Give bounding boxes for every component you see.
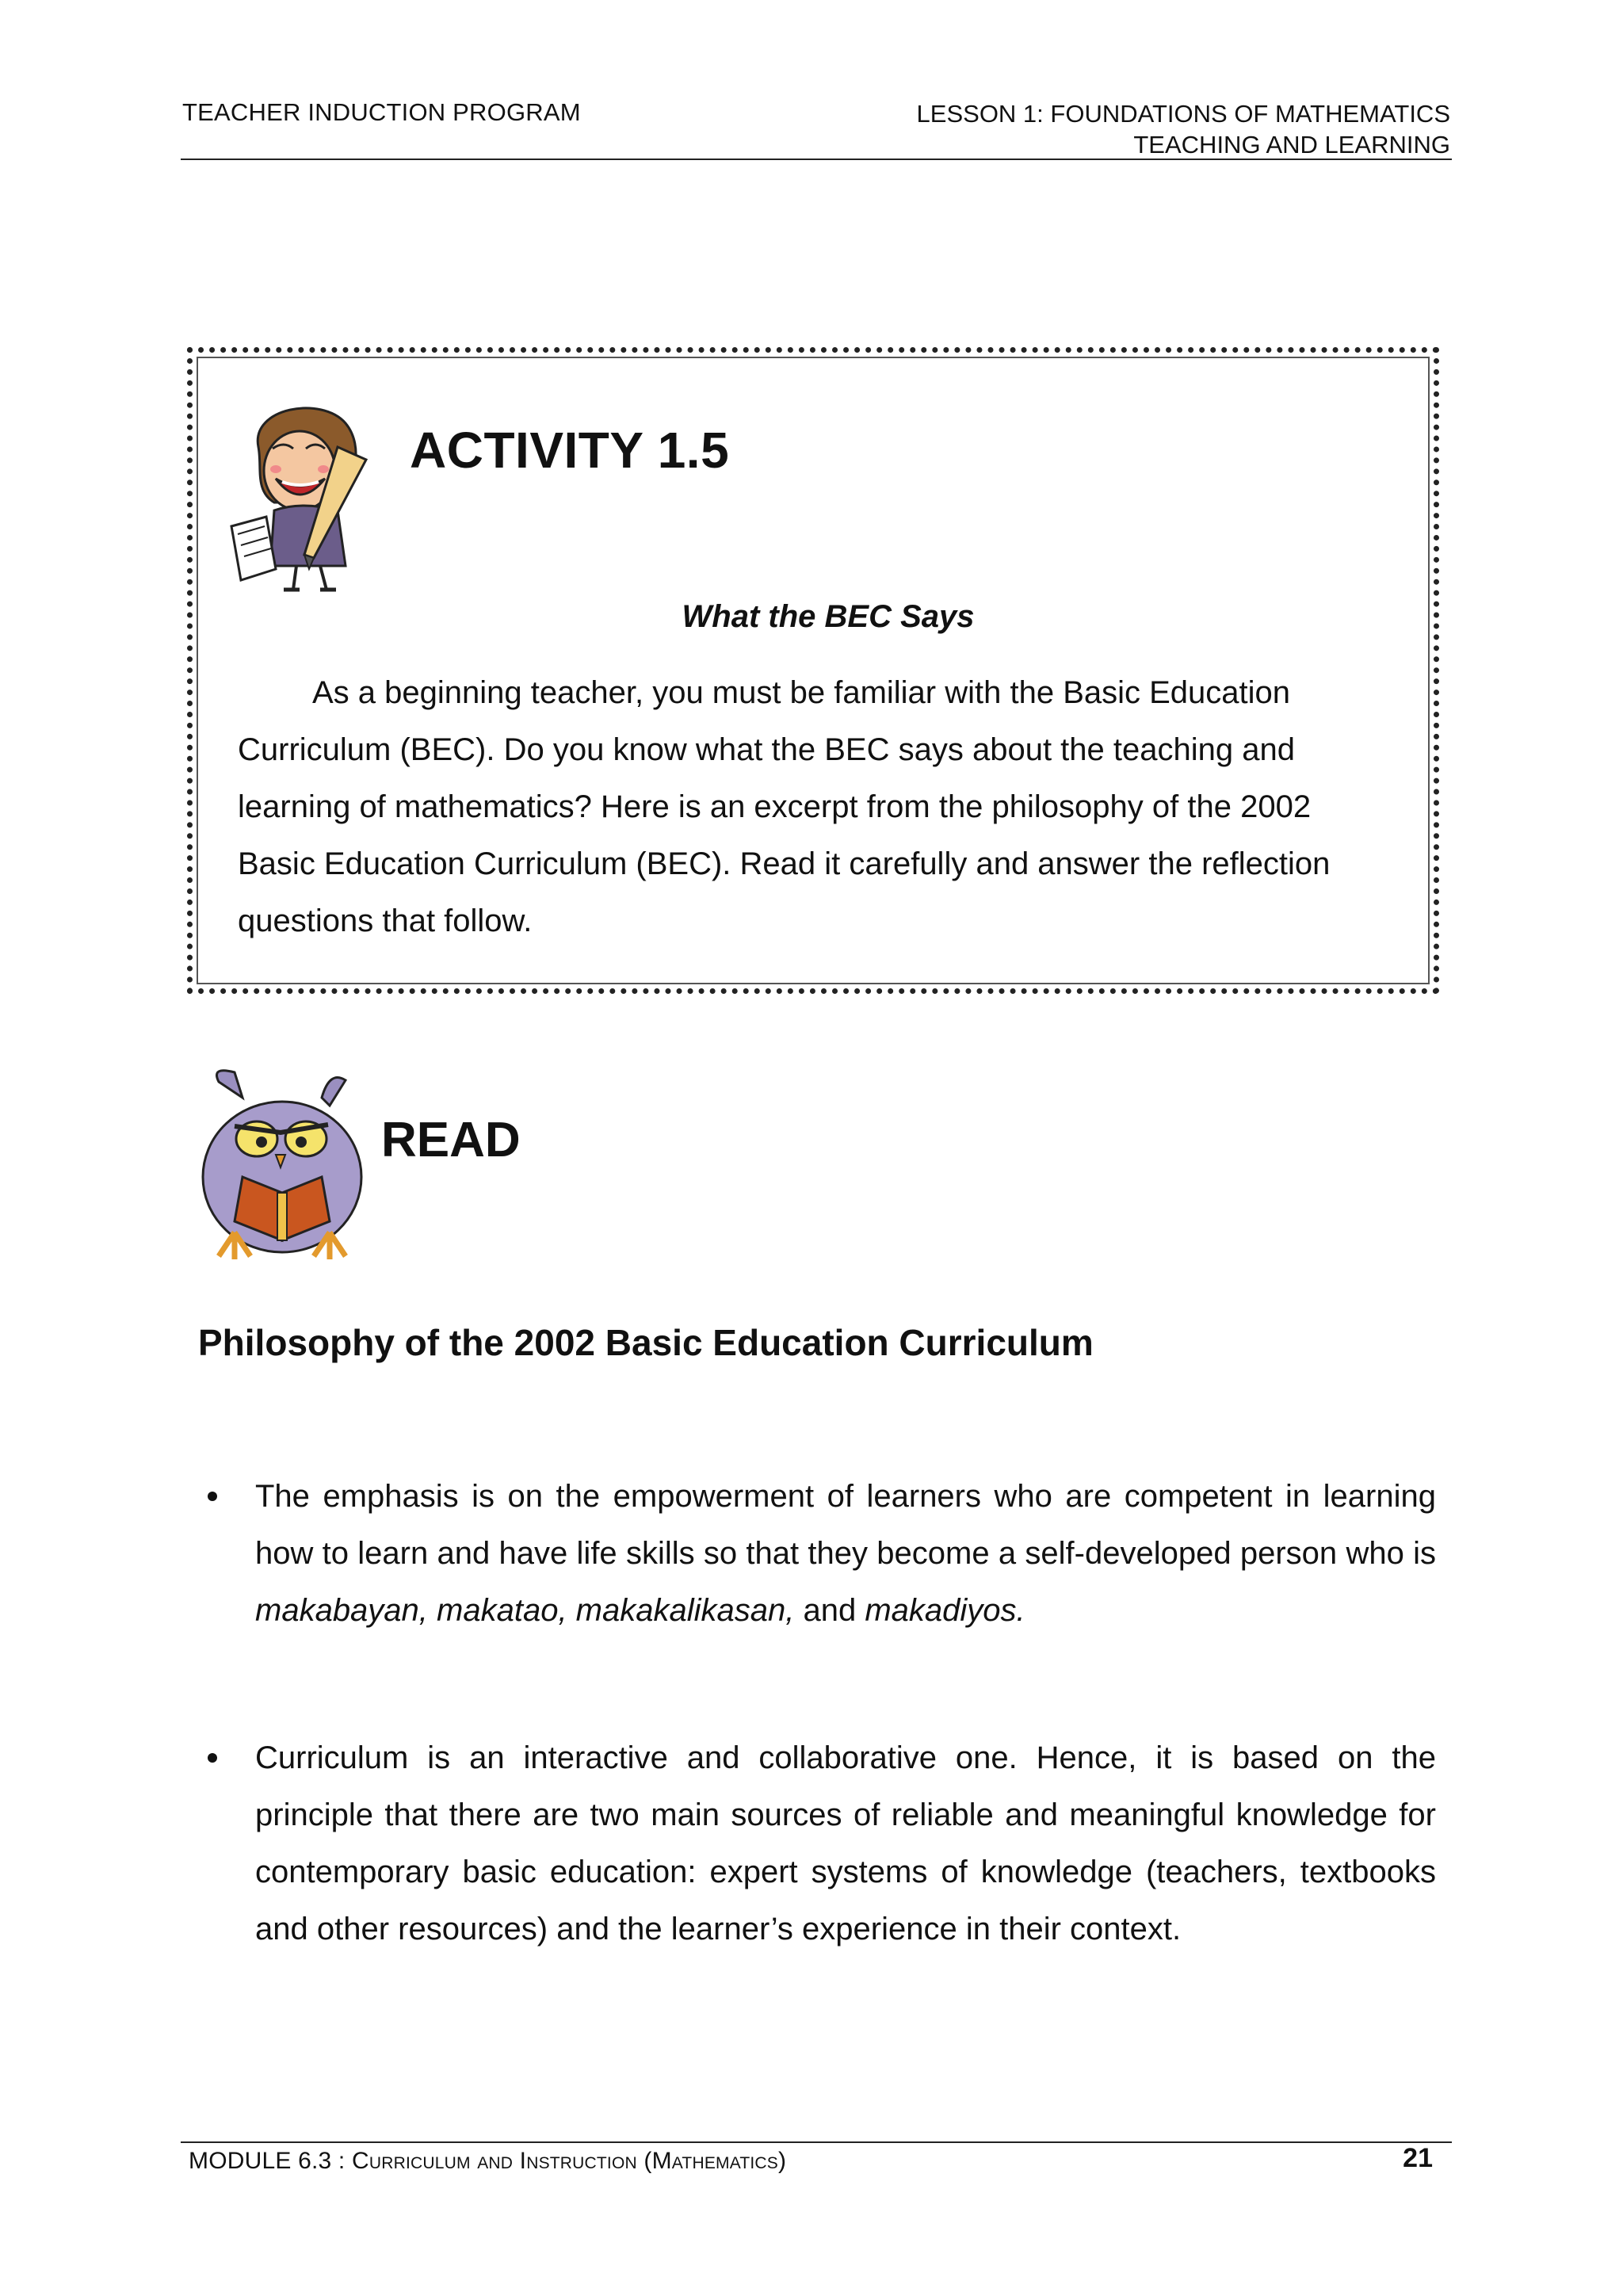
bullet1-term-makadiyos: makadiyos. [865,1593,1025,1628]
philosophy-bullet-list [198,1468,1436,1958]
activity-intro-paragraph: As a beginning teacher, you must be familiar with the Basic Education Curriculum (BEC). Do you know what the BEC says about the teaching and learning of mathematics? Here is an excerpt from the philosophy of the 2002 Basic Education Curriculum (BEC). Read it carefully and answer the reflection questions that follow. [238,675,1331,938]
reading-owl-icon [187,1066,377,1264]
bullet1-and: and [794,1593,865,1628]
footer-course-title: Curriculum and Instruction (Mathematics) [352,2148,787,2174]
activity-subtitle: What the BEC Says [682,599,975,634]
footer-rule [181,2141,1452,2143]
list-item [198,1468,1436,1639]
bullet1-text: The emphasis is on the empowerment of learners who are competent in learning how to learn and have life skills so that they become a self-developed person who is [255,1479,1436,1571]
header-program-title: TEACHER INDUCTION PROGRAM [182,98,581,126]
header-lesson-title [917,98,1450,160]
read-title: READ [381,1113,521,1167]
page-number: 21 [1403,2143,1433,2173]
bullet-dot-icon [208,1492,217,1501]
footer-module-number: MODULE 6.3 : [189,2148,352,2174]
bullet-dot-icon [208,1753,217,1763]
footer-module-title [189,2148,786,2175]
header-rule [181,159,1452,160]
header-lesson-line1: LESSON 1: FOUNDATIONS OF MATHEMATICS [916,100,1450,128]
bullet2-text: Curriculum is an interactive and collaborative one. Hence, it is based on the principle that there are two main sources of reliable and meaningful knowledge for contemporary basic education: expert systems of knowledge (teachers, textbooks and other resources) and the learner’s experience in their context. [255,1740,1436,1946]
list-item [198,1729,1436,1958]
activity-title: ACTIVITY 1.5 [410,422,730,479]
teacher-writing-icon [227,399,382,598]
header-lesson-line2: TEACHING AND LEARNING [1133,131,1450,159]
bullet1-term-list: makabayan, makatao, makakalikasan, [255,1593,795,1628]
philosophy-heading: Philosophy of the 2002 Basic Education Curriculum [198,1322,1094,1363]
